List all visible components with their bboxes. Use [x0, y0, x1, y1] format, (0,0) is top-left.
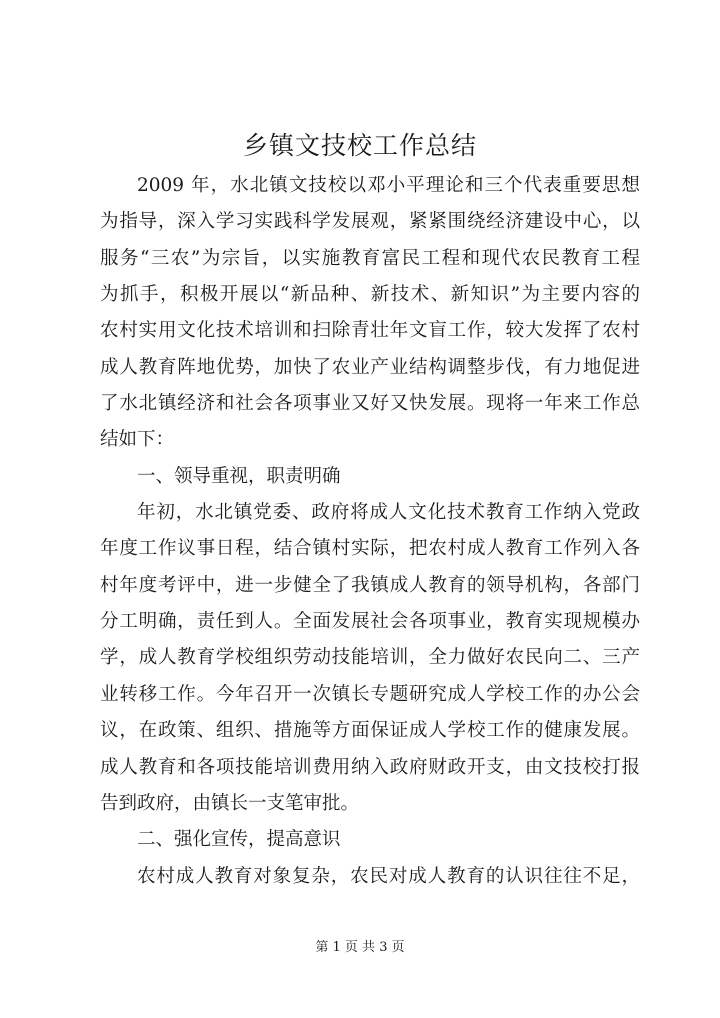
paragraph-line: 村年度考评中，进一步健全了我镇成人教育的领导机构，各部门: [100, 574, 640, 596]
paragraph-line: 成人教育阵地优势，加快了农业产业结构调整步伐，有力地促进: [100, 356, 640, 378]
paragraph-line: 了水北镇经济和社会各项事业又好又快发展。现将一年来工作总: [100, 393, 640, 415]
paragraph-line: 服务“三农”为宗旨，以实施教育富民工程和现代农民教育工程: [100, 247, 640, 269]
paragraph-line: 议，在政策、组织、措施等方面保证成人学校工作的健康发展。: [100, 720, 640, 742]
paragraph-line: 业转移工作。今年召开一次镇长专题研究成人学校工作的办公会: [100, 683, 640, 705]
document-body: [100, 168, 640, 895]
document-title: 乡镇文技校工作总结: [242, 131, 477, 160]
section-heading: 二、强化宣传，提高意识: [137, 829, 341, 851]
paragraph-line: 结如下：: [100, 429, 175, 451]
page-footer: 第 1 页 共 3 页: [315, 940, 405, 955]
paragraph-line: 农村成人教育对象复杂，农民对成人教育的认识往往不足，: [137, 865, 640, 887]
paragraph-line: 农村实用文化技术培训和扫除青壮年文盲工作，较大发挥了农村: [100, 320, 640, 342]
paragraph-line: 年度工作议事日程，结合镇村实际，把农村成人教育工作列入各: [100, 538, 640, 560]
paragraph-line: 分工明确，责任到人。全面发展社会各项事业，教育实现规模办: [100, 611, 640, 633]
section-heading: 一、领导重视，职责明确: [137, 465, 341, 487]
paragraph-line: 成人教育和各项技能培训费用纳入政府财政开支，由文技校打报: [100, 756, 640, 778]
paragraph-line: 告到政府，由镇长一支笔审批。: [100, 792, 360, 814]
paragraph-line: 为指导，深入学习实践科学发展观，紧紧围绕经济建设中心，以: [100, 211, 640, 233]
paragraph-line: 为抓手，积极开展以“新品种、新技术、新知识”为主要内容的: [100, 284, 640, 306]
paragraph-line: 2009 年，水北镇文技校以邓小平理论和三个代表重要思想: [137, 175, 640, 196]
paragraph-line: 年初，水北镇党委、政府将成人文化技术教育工作纳入党政: [137, 502, 640, 524]
paragraph-line: 学，成人教育学校组织劳动技能培训，全力做好农民向二、三产: [100, 647, 640, 669]
